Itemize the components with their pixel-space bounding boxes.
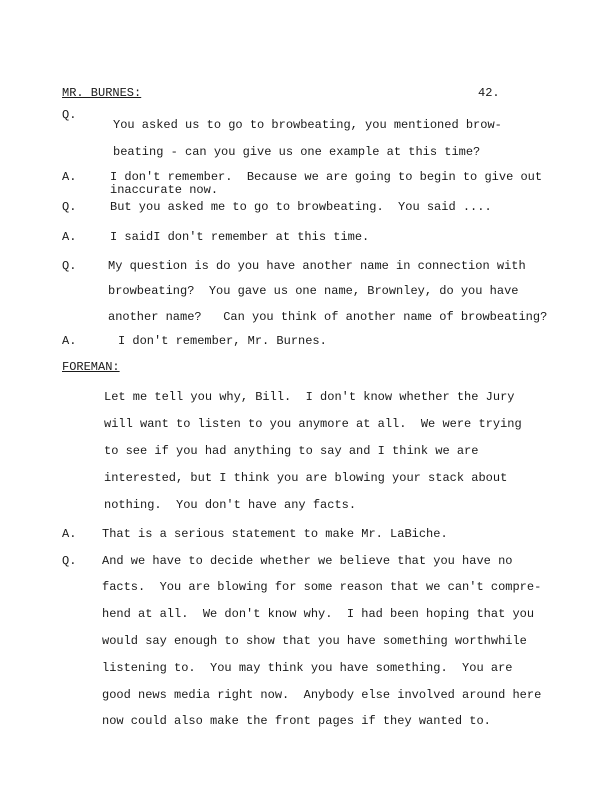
- speaker-label: Q.: [62, 108, 77, 122]
- page-number: 42.: [478, 86, 500, 100]
- transcript-line: interested, but I think you are blowing your stack about: [104, 471, 508, 485]
- speaker-label: A.: [62, 527, 77, 541]
- transcript-line: beating - can you give us one example at this time?: [113, 145, 481, 159]
- transcript-line: browbeating? You gave us one name, Brownley, do you have: [108, 284, 519, 298]
- transcript-line: I don't remember, Mr. Burnes.: [118, 334, 327, 348]
- transcript-line: My question is do you have another name in connection with: [108, 259, 526, 273]
- transcript-line: inaccurate now.: [110, 183, 219, 197]
- transcript-line: I don't remember. Because we are going to begin to give out: [110, 170, 543, 184]
- speaker-label: A.: [62, 334, 77, 348]
- transcript-line: You asked us to go to browbeating, you mentioned brow-: [113, 118, 502, 132]
- transcript-line: another name? Can you think of another name of browbeating?: [108, 310, 548, 324]
- transcript-line: Let me tell you why, Bill. I don't know whether the Jury: [104, 390, 515, 404]
- transcript-line: nothing. You don't have any facts.: [104, 498, 357, 512]
- speaker-label: Q.: [62, 259, 77, 273]
- speaker-label: Q.: [62, 200, 77, 214]
- transcript-line: now could also make the front pages if they wanted to.: [102, 714, 491, 728]
- transcript-line: would say enough to show that you have something worthwhile: [102, 634, 527, 648]
- transcript-line: to see if you had anything to say and I think we are: [104, 444, 479, 458]
- transcript-line: listening to. You may think you have something. You are: [102, 661, 513, 675]
- transcript-line: And we have to decide whether we believe that you have no: [102, 554, 513, 568]
- transcript-line: good news media right now. Anybody else involved around here: [102, 688, 542, 702]
- speaker-label: Q.: [62, 554, 77, 568]
- speaker-heading: MR. BURNES:: [62, 86, 142, 100]
- transcript-line: That is a serious statement to make Mr. LaBiche.: [102, 527, 448, 541]
- transcript-line: hend at all. We don't know why. I had been hoping that you: [102, 607, 535, 621]
- transcript-line: will want to listen to you anymore at all. We were trying: [104, 417, 522, 431]
- speaker-heading-foreman: FOREMAN:: [62, 360, 120, 374]
- transcript-line: facts. You are blowing for some reason that we can't compre-: [102, 580, 542, 594]
- transcript-line: But you asked me to go to browbeating. You said ....: [110, 200, 492, 214]
- speaker-label: A.: [62, 170, 77, 184]
- speaker-label: A.: [62, 230, 77, 244]
- transcript-line: I saidI don't remember at this time.: [110, 230, 370, 244]
